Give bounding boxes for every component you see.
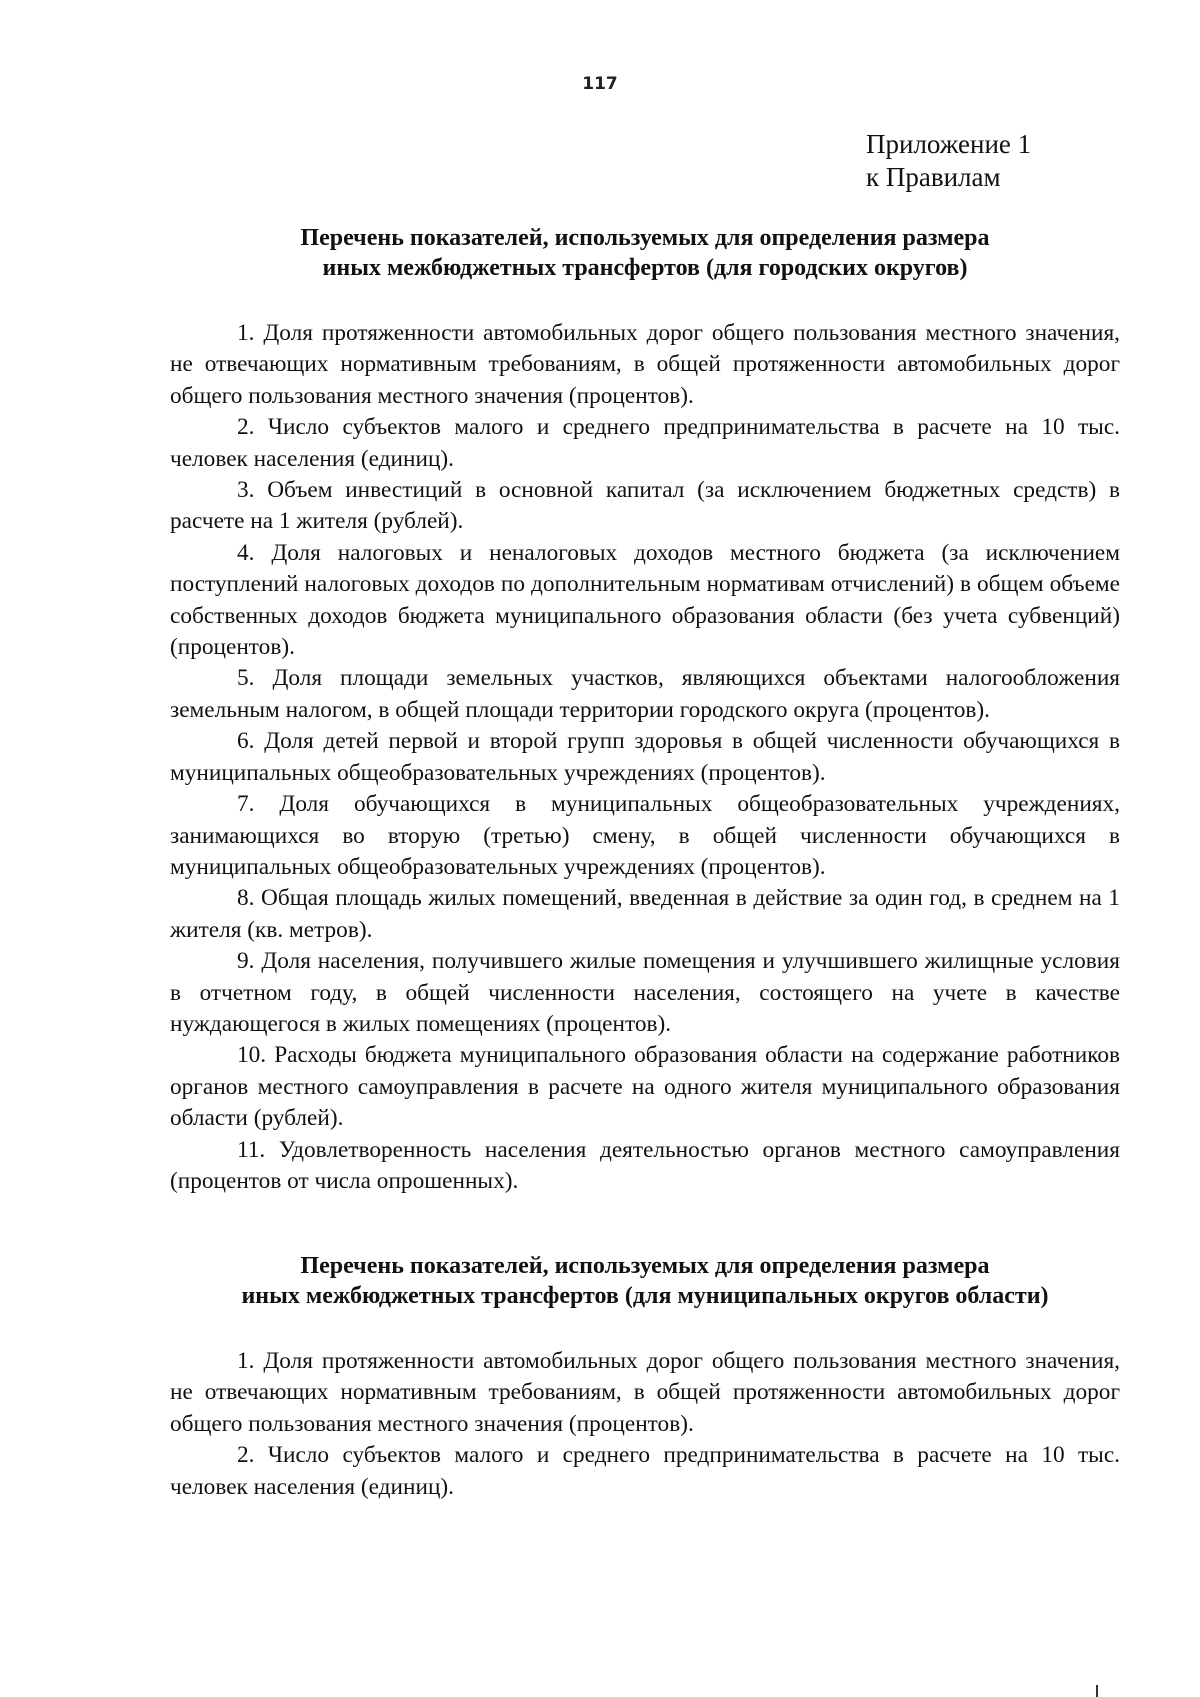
section-title-line-1: Перечень показателей, используемых для определения размера <box>300 1253 990 1279</box>
list-item: 6. Доля детей первой и второй групп здоровья в общей численности обучающихся в муниципальных общеобразовательных учреждениях (процентов). <box>170 728 1120 786</box>
appendix-line-2: к Правилам <box>866 162 1001 192</box>
list-item: 3. Объем инвестиций в основной капитал (за исключением бюджетных средств) в расчете на 1 жителя (рублей). <box>170 477 1120 535</box>
list-item: 4. Доля налоговых и неналоговых доходов местного бюджета (за исключением поступлений налоговых доходов по дополнительным нормативам отчислений) в общем объеме собственных доходов бюджета муниципального образования области (без учета субвенций) (процентов). <box>170 539 1120 661</box>
list-item: 10. Расходы бюджета муниципального образования области на содержание работников органов местного самоуправления в расчете на одного жителя муниципального образования области (рублей). <box>170 1042 1120 1132</box>
section-title-line-2: иных межбюджетных трансфертов (для муниципальных округов области) <box>241 1283 1049 1309</box>
section-title-line-1: Перечень показателей, используемых для определения размера <box>300 225 990 251</box>
section-title <box>170 1251 1120 1311</box>
list-item: 7. Доля обучающихся в муниципальных общеобразовательных учреждениях, занимающихся во вторую (третью) смену, в общей численности обучающихся в муниципальных общеобразовательных учреждениях (процентов). <box>170 791 1120 880</box>
list-item: 8. Общая площадь жилых помещений, введенная в действие за один год, в среднем на 1 жителя (кв. метров). <box>170 885 1120 943</box>
list-item: 5. Доля площади земельных участков, являющихся объектами налогообложения земельным налогом, в общей площади территории городского округа (процентов). <box>170 665 1120 723</box>
list-item: 9. Доля населения, получившего жилые помещения и улучшившего жилищные условия в отчетном году, в общей численности населения, состоящего на учете в качестве нуждающегося в жилых помещениях (процентов). <box>170 948 1120 1037</box>
indicator-list <box>170 1346 1120 1503</box>
list-item: 1. Доля протяженности автомобильных дорог общего пользования местного значения, не отвечающих нормативным требованиям, в общей протяженности автомобильных дорог общего пользования местного значения (процентов). <box>170 1348 1120 1437</box>
appendix-line-1: Приложение 1 <box>866 129 1032 159</box>
list-item: 1. Доля протяженности автомобильных дорог общего пользования местного значения, не отвечающих нормативным требованиям, в общей протяженности автомобильных дорог общего пользования местного значения (процентов). <box>170 320 1120 409</box>
page-number: 117 <box>582 74 618 94</box>
list-item: 2. Число субъектов малого и среднего предпринимательства в расчете на 10 тыс. человек населения (единиц). <box>170 414 1120 472</box>
section-city-districts <box>170 223 1120 1197</box>
section-municipal-districts <box>170 1251 1120 1503</box>
appendix-reference <box>866 128 1031 194</box>
list-item: 2. Число субъектов малого и среднего предпринимательства в расчете на 10 тыс. человек населения (единиц). <box>170 1442 1120 1500</box>
section-title-line-2: иных межбюджетных трансфертов (для городских округов) <box>322 255 968 281</box>
section-title <box>170 223 1120 283</box>
scan-mark <box>1096 1685 1098 1697</box>
indicator-list <box>170 318 1120 1197</box>
list-item: 11. Удовлетворенность населения деятельностью органов местного самоуправления (процентов от числа опрошенных). <box>170 1136 1120 1194</box>
